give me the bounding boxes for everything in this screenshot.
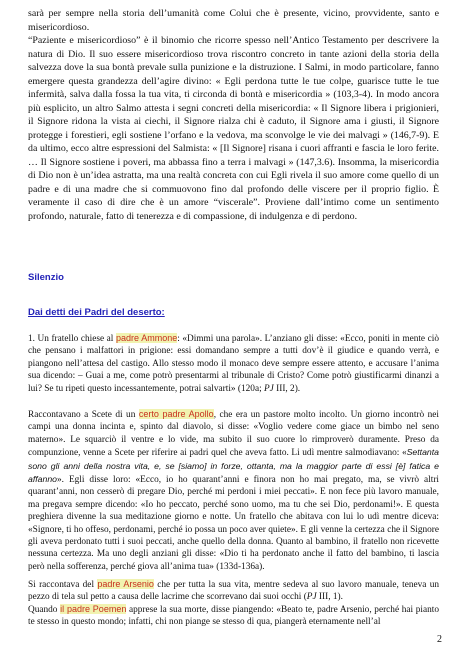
text: , che era un pastore molto incolto. Un giorno incontrò nei campi una donna incinta e, spinto dal diavolo, si disse: «Voglio vedere come giace un bimbo nel seno materno». Le squarciò il ventre e lo vide, ma subito il suo cuore lo rimproverò duramente. Preso da compunzione, venne a Scete per riferire ai padri quel che aveva fatto. Li udì mentre salmodiavano: « [28, 410, 439, 459]
text: 1. Un fratello chiese al [28, 334, 116, 344]
highlight-name: padre Arsenio [97, 579, 154, 589]
text: Quando [28, 605, 61, 615]
paragraph-intro: sarà per sempre nella storia dell’umanità come Colui che è presente, vicino, provvidente, santo e misericordioso. [28, 8, 439, 33]
heading-detti-padri: Dai detti dei Padri del deserto: [28, 307, 165, 318]
reference: PJ [306, 592, 317, 603]
page-number: 2 [437, 634, 442, 645]
highlight-name: certo padre Apollo [138, 409, 214, 419]
paragraph-apollo [28, 408, 439, 573]
paragraph-ammone [28, 332, 439, 395]
highlight-name: padre Ammone [115, 333, 178, 343]
paragraph-misericordia: “Paziente e misericordioso” è il binomio che ricorre spesso nell’Antico Testamento per descrivere la natura di Dio. Il suo essere misericordioso trova riscontro concreto in tante azioni della storia della salvezza dove la sua bontà prevale sulla punizione e la distruzione. I Salmi, in modo particolare, fanno emergere questa grandezza dell’agire divino: « Egli perdona tutte le tue colpe, guarisce tutte le tue infermità, salva dalla fossa la tua vita, ti circonda di bontà e misericordia » (103,3-4). In modo ancora più esplicito, un altro Salmo attesta i segni concreti della misericordia: « Il Signore libera i prigionieri, il Signore ridona la vista ai ciechi, il Signore rialza chi è caduto, il Signore ama i giusti, il Signore protegge i forestieri, egli sostiene l’orfano e la vedova, ma sconvolge le vie dei malvagi » (146,7-9). E da ultimo, ecco altre espressioni del Salmista: « [Il Signore] risana i cuori affranti e fascia le loro ferite. … Il Signore sostiene i poveri, ma abbassa fino a terra i malvagi » (147,3.6). Insomma, la misericordia di Dio non è un’idea astratta, ma una realtà concreta con cui Egli rivela il suo amore come quello di un padre e di una madre che si commuovono fino dal profondo delle viscere per il proprio figlio. È veramente il caso di dire che è un amore “viscerale”. Proviene dall’intimo come un sentimento profondo, naturale, fatto di tenerezza e di compassione, di indulgenza e di perdono. [28, 35, 439, 222]
heading-silenzio: Silenzio [28, 272, 64, 283]
text: III, 1). [316, 592, 343, 603]
paragraph-arsenio [28, 578, 439, 604]
text: III, 2). [273, 383, 301, 394]
reference: PJ [263, 383, 274, 394]
psalm-quote: Settanta sono gli anni della nostra vita, e, se [siamo] in forze, ottanta, ma la maggior parte di essi [è] fatica e affanno [28, 447, 439, 485]
text: Si raccontava del [28, 580, 98, 590]
text: che per tutta la sua vita, mentre sedeva al suo lavoro manuale, teneva un pezzo di tela sul petto a causa delle lacrime che scorrevano dai suoi occhi ( [28, 580, 439, 603]
highlight-name: il padre Poemen [60, 604, 127, 614]
paragraph-poemen [28, 603, 439, 629]
text: apprese la sua morte, disse piangendo: «Beato te, padre Arsenio, perché hai pianto te stesso in questo mondo; infatti, chi non piange se stesso di qua, piangerà eternamente nell’al [28, 605, 440, 628]
text: : «Dimmi una parola». L’anziano gli disse: «Ecco, poniti in mente ciò che pensano i malfattori in prigione: essi domandano sempre a tutti dov’è il giudice e quando verrà, e piangono nell’attesa del castigo. Allo stesso modo il monaco deve sempre essere attento, e accusare l’anima sua dicendo: – Guai a me, come potrò presentarmi al tribunale di Cristo? Come potrò giustificarmi dinanzi a lui? Se tu ripeti questo incessantemente, potrai salvarti» (120a; [28, 334, 439, 394]
text: Raccontavano a Scete di un [28, 410, 139, 420]
text: ». Egli disse loro: «Ecco, io ho quarant’anni e finora non ho mai pregato, ma, se vivrò altri quarant’anni, non cesserò di pregare Dio, perché mi perdoni i miei peccati». E non fece più lavoro manuale, ma pregava sempre dicendo: «Io ho peccato, perché sono uomo, ma tu che sei Dio, perdonami!». E questa preghiera divenne la sua meditazione giorno e notte. Un fratello che abitava con lui lo udì mentre diceva: «Signore, ti ho offeso, perdonami, perché io possa un poco aver quiete». E gli venne la certezza che il Signore gli aveva perdonato tutti i suoi peccati, anche quello della donna. Quanto al bambino, il fratello non ricevette nessuna certezza. Ma uno degli anziani gli disse: «Dio ti ha perdonato anche il fatto del bambino, ti lascia però nella sofferenza, perché giova all’anima tua» (133d-136a). [28, 475, 439, 572]
